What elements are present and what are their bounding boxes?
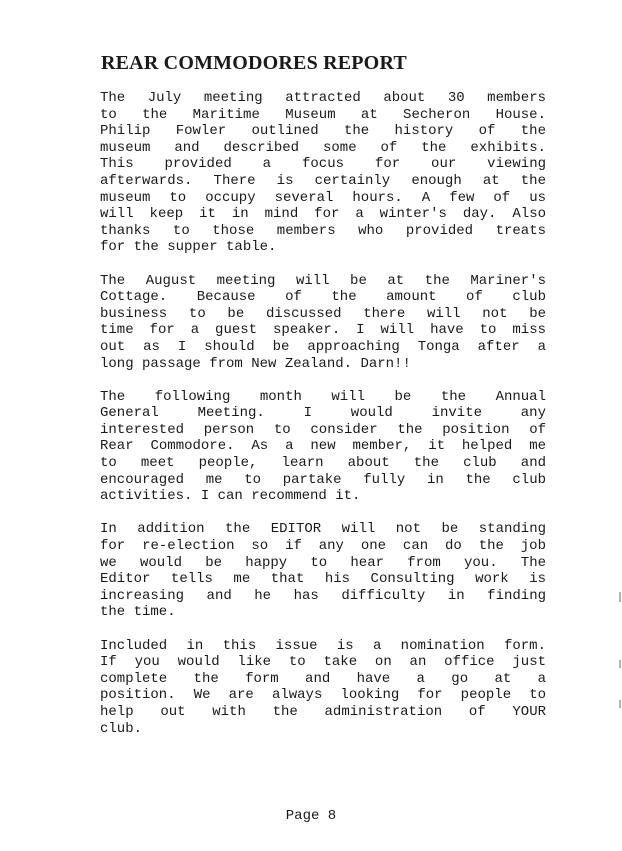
report-body [100, 90, 546, 754]
text-line: business to be discussed there will not be [100, 305, 546, 322]
scan-edge-mark [619, 700, 621, 708]
text-line: for re-election so if any one can do the job [100, 538, 546, 555]
text-line: activities. I can recommend it. [100, 488, 361, 505]
text-line: club. [100, 720, 143, 737]
text-line: to meet people, learn about the club and [100, 455, 546, 472]
page-number: Page 8 [285, 808, 337, 824]
text-line: In addition the EDITOR will not be standing [100, 521, 546, 538]
text-line: increasing and he has difficulty in finding [100, 587, 546, 604]
text-line: will keep it in mind for a winter's day. Also [100, 206, 546, 223]
text-line: This provided a focus for our viewing [100, 156, 546, 173]
text-line: Philip Fowler outlined the history of the [100, 123, 546, 140]
text-line: complete the form and have a go at a [100, 670, 546, 687]
text-line: encouraged me to partake fully in the club [100, 471, 546, 488]
text-line: Included in this issue is a nomination form. [100, 637, 546, 654]
text-line: museum to occupy several hours. A few of us [100, 189, 546, 206]
text-line: If you would like to take on an office just [100, 654, 546, 671]
scan-edge-mark [619, 592, 621, 602]
text-line: out as I should be approaching Tonga after a [100, 338, 546, 355]
report-title: REAR COMMODORES REPORT [101, 52, 407, 74]
text-line: General Meeting. I would invite any [100, 405, 546, 422]
text-line: Editor tells me that his Consulting work is [100, 571, 546, 588]
text-line: The August meeting will be at the Mariner's [100, 272, 546, 289]
text-line: The July meeting attracted about 30 members [100, 90, 546, 106]
paragraph-4 [100, 521, 546, 621]
text-line: time for a guest speaker. I will have to miss [100, 322, 546, 339]
paragraph-5 [100, 638, 546, 738]
paragraph-1 [100, 90, 546, 256]
paragraph-3 [100, 389, 546, 505]
text-line: long passage from New Zealand. Darn!! [100, 355, 411, 372]
text-line: to the Maritime Museum at Secheron House. [100, 106, 546, 123]
text-line: The following month will be the Annual [100, 388, 546, 405]
text-line: afterwards. There is certainly enough at the [100, 172, 546, 189]
text-line: the time. [100, 604, 176, 621]
text-line: museum and described some of the exhibits. [100, 139, 546, 156]
text-line: for the supper table. [100, 239, 277, 256]
text-line: Rear Commodore. As a new member, it helped me [100, 438, 546, 455]
text-line: Cottage. Because of the amount of club [100, 289, 546, 306]
text-line: thanks to those members who provided treats [100, 222, 546, 239]
text-line: help out with the administration of YOUR [100, 703, 546, 720]
paragraph-2 [100, 273, 546, 373]
text-line: interested person to consider the position of [100, 421, 546, 438]
text-line: we would be happy to hear from you. The [100, 554, 546, 571]
text-line: position. We are always looking for people to [100, 687, 546, 704]
scan-edge-mark [619, 660, 621, 668]
